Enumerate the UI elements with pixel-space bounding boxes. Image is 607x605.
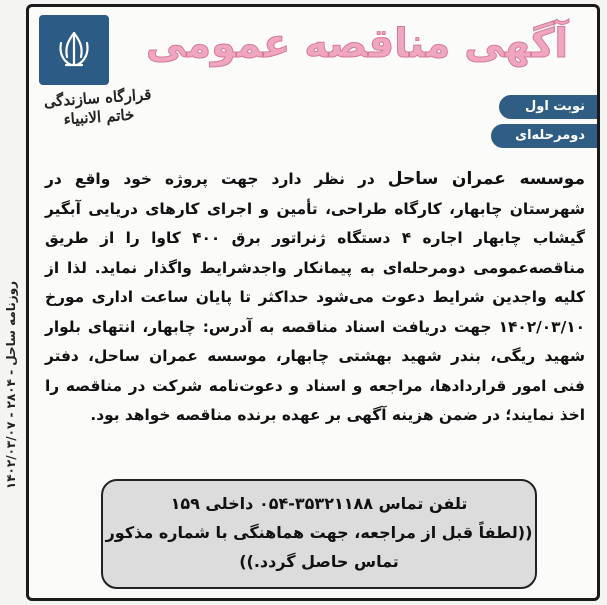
contact-note-2: تماس حاصل گردد.)) bbox=[239, 552, 399, 571]
contact-phone: تلفن تماس ۳۵۳۲۱۱۸۸-۰۵۴ داخلی ۱۵۹ bbox=[170, 494, 468, 513]
contact-note-1: ((لطفاً قبل از مراجعه، جهت هماهنگی با شماره مذکور bbox=[105, 523, 533, 542]
emblem-logo bbox=[39, 15, 109, 85]
ad-body-text: در نظر دارد جهت پروژه خود واقع در شهرستان چابهار، کارگاه طراحی، تأمین و اجرای کارهای دریایی آبگیر گیشاب چابهار اجاره ۴ دستگاه ژنراتور برق ۴۰۰ کاوا را از طریق مناقصه‌عمومی دومرحله‌ای به پیمانکار واجدشرایط واگذار نماید. لذا از کلیه واجدین شرایط دعوت می‌شود حداکثر تا پایان ساعت اداری مورخ ۱۴۰۲/۰۳/۱۰ جهت دریافت اسناد مناقصه به آدرس: چابهار، انتهای بلوار شهید ریگی، بندر شهید بهشتی چابهار، موسسه عمران ساحل، دفتر فنی امور قراردادها، مراجعه و اسناد و دعوت‌نامه شرکت در مناقصه را اخذ نمایند؛ در ضمن هزینه آگهی بر عهده برنده مناقصه خواهد بود. bbox=[45, 170, 585, 424]
headquarters-name: قرارگاه سازندگی خاتم الانبیاء bbox=[43, 85, 152, 129]
ad-card bbox=[26, 4, 600, 601]
ad-body bbox=[45, 165, 585, 431]
emblem-icon bbox=[51, 27, 97, 73]
contact-box bbox=[101, 479, 537, 589]
ad-title: آگهی مناقصه عمومی bbox=[145, 21, 569, 67]
side-caption-text: روزنامه ساحل - ۲۸۰۴ - ۱۴۰۲/۰۳/۰۷ bbox=[4, 280, 18, 490]
ad-body-org: موسسه عمران ساحل bbox=[387, 169, 585, 189]
round-first-badge: نوبت اول bbox=[499, 95, 597, 119]
newspaper-side-caption bbox=[0, 175, 22, 595]
round-type-badge: دومرحله‌ای bbox=[491, 124, 597, 148]
